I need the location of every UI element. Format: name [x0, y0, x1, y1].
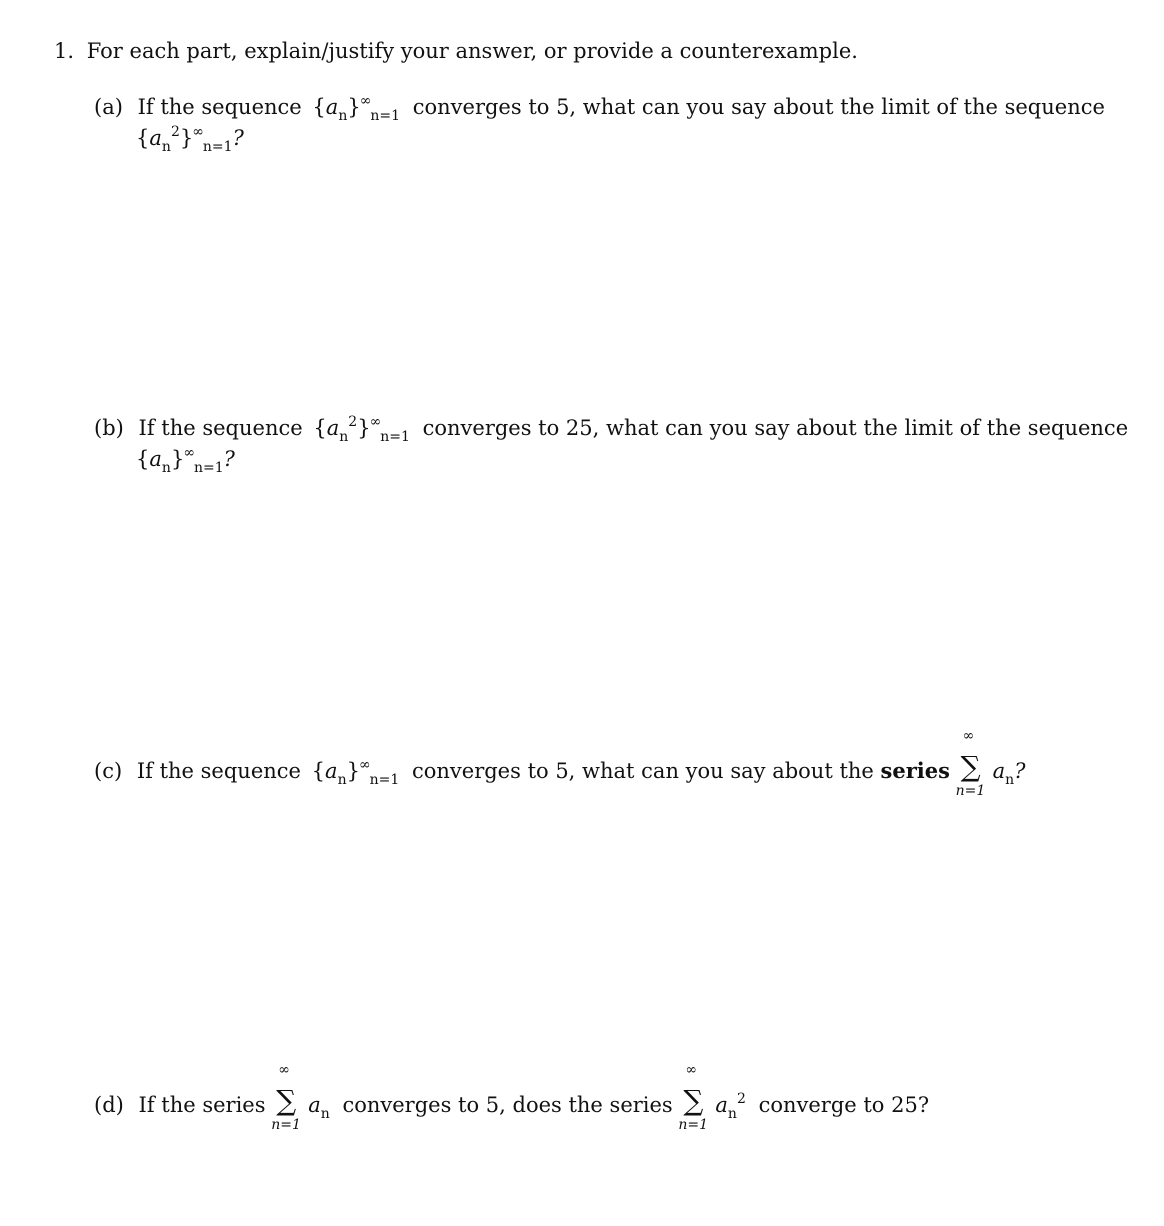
part-c-sum-term: $a_n$? [992, 759, 1026, 788]
part-a-seq-an-squared: $\{a_n^2\}^\infty_{n=1}$? [136, 124, 244, 155]
part-c-text-1: If the sequence [136, 759, 301, 783]
part-a-seq-an: $\{a_n\}^\infty_{n=1}$ [312, 93, 401, 124]
problem-number: 1. [54, 39, 75, 63]
part-b-text-1: If the sequence [138, 416, 303, 440]
part-a-text-2: converges to 5, what can you say about the limit of the sequence [412, 95, 1105, 119]
part-b-seq-an-squared: $\{a_n^2\}^\infty_{n=1}$ [313, 414, 410, 445]
part-b-seq-an: $\{a_n\}^\infty_{n=1}$? [136, 445, 235, 476]
part-d-text-1: If the series [138, 1093, 266, 1117]
part-d-text-2: converges to 5, does the series [342, 1093, 673, 1117]
part-c-sum-symbol: ∞ ∑ n=1 [955, 728, 986, 799]
part-d-sum-term-2: $a_n^2$ [715, 1091, 746, 1122]
part-a-line-1 [94, 93, 1105, 124]
part-a-text-1: If the sequence [137, 95, 302, 119]
part-c-line [94, 728, 1026, 799]
part-d-line [94, 1062, 930, 1133]
part-b-line-1 [94, 414, 1129, 445]
part-b-label: (b) [94, 416, 124, 440]
part-d-sum-symbol-1: ∞ ∑ n=1 [271, 1062, 301, 1133]
part-c-label: (c) [94, 759, 123, 783]
part-a-label: (a) [94, 95, 123, 119]
problem-heading [54, 41, 858, 62]
part-b-text-2: converges to 25, what can you say about the limit of the sequence [422, 416, 1129, 440]
part-a-line-2 [136, 124, 244, 155]
part-d-sum-symbol-2: ∞ ∑ n=1 [678, 1062, 709, 1133]
part-d-label: (d) [94, 1093, 124, 1117]
part-b-line-2 [136, 445, 235, 476]
part-c-text-2: converges to 5, what can you say about the [411, 759, 874, 783]
part-c-bold-series: series [880, 758, 950, 783]
part-c-seq-an: $\{a_n\}^\infty_{n=1}$ [311, 757, 400, 788]
part-d-sum-term-1: $a_n$ [308, 1093, 330, 1122]
problem-instructions: For each part, explain/justify your answer, or provide a counterexample. [86, 39, 858, 63]
part-d-text-3: converge to 25? [758, 1093, 930, 1117]
